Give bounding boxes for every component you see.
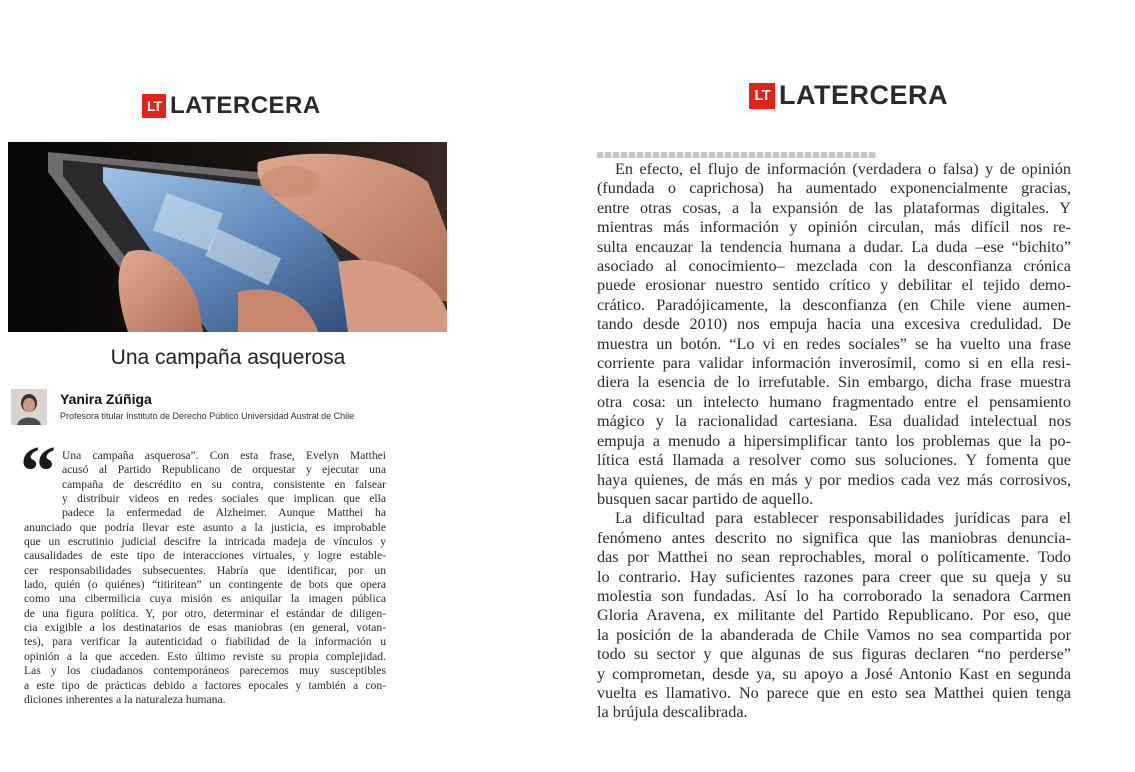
text-line: opinión a la que acceden. Esto último reviste su propia complejidad. bbox=[24, 649, 386, 663]
text-line: tando desde 2010) nos empuja hacia una excesiva credulidad. De bbox=[597, 315, 1071, 334]
text-line: Una campaña asquerosa”. Con esta frase, Evelyn Matthei bbox=[62, 449, 386, 462]
text-line: diera la esencia de lo irrefutable. Sin embargo, dicha frase muestra bbox=[597, 373, 1071, 392]
text-line: la brújula descalibrada. bbox=[597, 703, 748, 722]
text-line: Las y los ciudadanos contemporáneos parecemos muy susceptibles bbox=[24, 664, 386, 678]
logo-left bbox=[142, 92, 321, 120]
text-line: das por Matthei no sean reprochables, moral o políticamente. Todo bbox=[597, 548, 1071, 567]
text-line: corriente para validar información inverosímil, como si en ella resi- bbox=[597, 354, 1071, 373]
text-line: busquen sacar partido de aquello. bbox=[597, 489, 814, 508]
headline: Una campaña asquerosa bbox=[110, 346, 346, 369]
text-line: En efecto, el flujo de información (verdadera o falsa) y de opinión bbox=[615, 160, 1071, 178]
text-line: causalidades de este tipo de interacciones virtuales, y logre estable- bbox=[24, 549, 386, 563]
author-title: Profesora titular Instituto de Derecho Público Universidad Austral de Chile bbox=[60, 411, 355, 421]
cropped-text-line bbox=[597, 152, 877, 158]
text-line: cia exigible a los destinatarios de esas maniobras (en general, votan- bbox=[24, 621, 386, 635]
text-line: tes), para verificar la autenticidad o fiabilidad de la información u bbox=[24, 635, 386, 649]
text-line: muestra un botón. “Lo vi en redes sociales” se ha vuelto una frase bbox=[597, 334, 1071, 353]
author-avatar bbox=[11, 389, 47, 425]
text-line: anunciado que podría llevar este asunto a la justicia, es improbable bbox=[24, 520, 386, 534]
text-line: padece la enfermedad de Alzheimer. Aunque Matthei ha bbox=[62, 506, 386, 520]
text-line: y distribuir videos en redes sociales que implican que ella bbox=[62, 492, 386, 506]
logo-right bbox=[749, 80, 948, 111]
article-text-right bbox=[597, 160, 1071, 723]
text-line: cer responsabilidades subsecuentes. Habría que identificar, por un bbox=[24, 563, 386, 577]
text-line: todo su sector y que algunas de sus figuras declaren “no perderse” bbox=[597, 645, 1071, 664]
text-line: Gloria Aravena, ex militante del Partido Republicano. Por eso, que bbox=[597, 606, 1071, 625]
text-line: vuelta es llamativo. No parece que en esto sea Matthei quien tenga bbox=[597, 683, 1071, 702]
quote-mark: “ bbox=[20, 431, 56, 511]
text-line: crático. Paradójicamente, la desconfianza (en Chile viene aumen- bbox=[597, 295, 1071, 314]
text-line: haya quienes, de más en más y por medios cada vez más corrosivos, bbox=[597, 470, 1071, 489]
text-line: La dificultad para establecer responsabilidades jurídicas para el bbox=[615, 509, 1071, 528]
text-line: (fundada o caprichosa) ha aumentado exponencialmente gracias, bbox=[597, 179, 1071, 198]
logo-mark: LT bbox=[749, 83, 775, 109]
text-line: como una cibermilicia cuya misión es aniquilar la imagen pública bbox=[24, 592, 386, 606]
text-line: otra cosa: un intelecto humano fragmentado entre el pensamiento bbox=[597, 392, 1071, 411]
text-line: acusó al Partido Republicano de orquestar y ejecutar una bbox=[62, 463, 386, 477]
text-line: fenómeno antes descrito no significa que las maniobras denuncia- bbox=[597, 528, 1071, 547]
author-name: Yanira Zúñiga bbox=[60, 391, 152, 407]
text-line: campaña de descrédito en su contra, consistente en falsear bbox=[62, 477, 386, 491]
text-line: mientras más información y opinión circulan, más difícil nos re- bbox=[597, 218, 1071, 237]
text-line: a este tipo de prácticas debido a factores epocales y también a con- bbox=[24, 678, 386, 692]
text-line: asociado al conocimiento– mezclada con la desconfianza crónica bbox=[597, 257, 1071, 276]
text-line: entre otras cosas, a la expansión de las plataformas digitales. Y bbox=[597, 198, 1071, 217]
text-line: diciones inherentes a la naturaleza humana. bbox=[24, 692, 226, 706]
text-line: puede erosionar nuestro sentido crítico y debilitar el tejido demo- bbox=[597, 276, 1071, 295]
logo-wordmark: LATERCERA bbox=[779, 80, 948, 110]
text-line: empuja a menudo a hipersimplificar tanto los problemas que la po- bbox=[597, 431, 1071, 450]
logo-wordmark: LATERCERA bbox=[170, 92, 321, 119]
article-text-left bbox=[24, 449, 386, 707]
text-line: lítica está llamada a resolver como sus soluciones. Y fomenta que bbox=[597, 451, 1071, 470]
text-line: la posición de la abanderada de Chile Vamos no sea compartida por bbox=[597, 625, 1071, 644]
text-line: mágico y la racionalidad cartesiana. Esa dualidad intelectual nos bbox=[597, 412, 1071, 431]
text-line: lo contrario. Hay suficientes razones para creer que su queja y su bbox=[597, 567, 1071, 586]
text-line: sulta encauzar la tendencia humana a dudar. La duda –ese “bichito” bbox=[597, 237, 1071, 256]
text-line: molestia son fundadas. Así lo ha corroborado la senadora Carmen bbox=[597, 586, 1071, 605]
logo-mark: LT bbox=[142, 94, 166, 118]
text-line: lado, quién (o quiénes) “titiritean” un contingente de bots que opera bbox=[24, 578, 386, 592]
article-photo bbox=[8, 142, 447, 332]
text-line: que un escrutinio judicial descifre la intricada madeja de vínculos y bbox=[24, 535, 386, 549]
text-line: y comprometan, desde ya, su apoyo a José Antonio Kast en segunda bbox=[597, 664, 1071, 683]
text-line: de una figura política. Y, por otro, determinar el estándar de diligen- bbox=[24, 606, 386, 620]
